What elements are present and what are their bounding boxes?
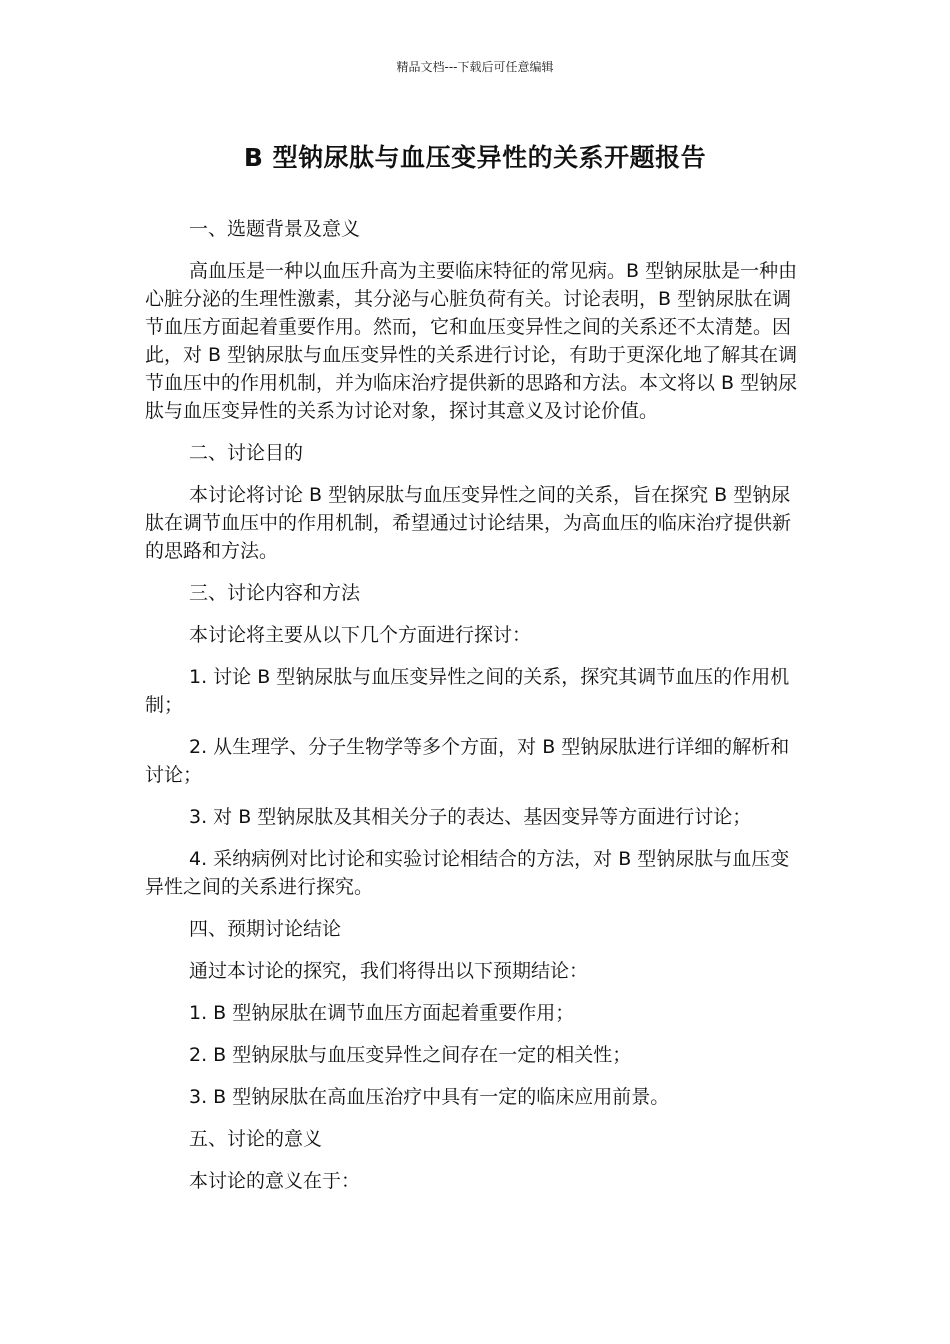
list-item: 2. B 型钠尿肽与血压变异性之间存在一定的相关性； — [189, 1044, 632, 1066]
paragraph-content-intro: 本讨论将主要从以下几个方面进行探讨： — [189, 624, 532, 646]
section-heading-background: 一、选题背景及意义 — [189, 218, 361, 240]
list-item: 2. 从生理学、分子生物学等多个方面，对 B 型钠尿肽进行详细的解析和讨论； — [145, 736, 790, 786]
paragraph-significance-intro: 本讨论的意义在于： — [189, 1170, 361, 1192]
document-title: B 型钠尿肽与血压变异性的关系开题报告 — [243, 143, 707, 172]
document-body — [145, 215, 805, 1209]
list-item: 3. 对 B 型钠尿肽及其相关分子的表达、基因变异等方面进行讨论； — [189, 806, 752, 828]
header-note: 精品文档---下载后可任意编辑 — [396, 60, 554, 74]
section-heading-significance: 五、讨论的意义 — [189, 1128, 323, 1150]
list-item: 1. 讨论 B 型钠尿肽与血压变异性之间的关系，探究其调节血压的作用机制； — [145, 666, 790, 716]
list-item: 3. B 型钠尿肽在高血压治疗中具有一定的临床应用前景。 — [189, 1086, 670, 1108]
paragraph-conclusions-intro: 通过本讨论的探究，我们将得出以下预期结论： — [189, 960, 589, 982]
section-heading-expected-conclusions: 四、预期讨论结论 — [189, 918, 342, 940]
list-item: 1. B 型钠尿肽在调节血压方面起着重要作用； — [189, 1002, 575, 1024]
paragraph-purpose: 本讨论将讨论 B 型钠尿肽与血压变异性之间的关系，旨在探究 B 型钠尿肽在调节血压中的作用机制，希望通过讨论结果，为高血压的临床治疗提供新的思路和方法。 — [145, 484, 792, 562]
section-heading-content-methods: 三、讨论内容和方法 — [189, 582, 361, 604]
section-heading-purpose: 二、讨论目的 — [189, 442, 304, 464]
list-item: 4. 采纳病例对比讨论和实验讨论相结合的方法，对 B 型钠尿肽与血压变异性之间的关系进行探究。 — [145, 848, 790, 898]
paragraph-background: 高血压是一种以血压升高为主要临床特征的常见病。B 型钠尿肽是一种由心脏分泌的生理性激素，其分泌与心脏负荷有关。讨论表明，B 型钠尿肽在调节血压方面起着重要作用。然而，它和血压变异性之间的关系还不太清楚。因此，对 B 型钠尿肽与血压变异性的关系进行讨论，有助于更深化地了解其在调节血压中的作用机制，并为临床治疗提供新的思路和方法。本文将以 B 型钠尿肽与血压变异性的关系为讨论对象，探讨其意义及讨论价值。 — [145, 260, 798, 422]
